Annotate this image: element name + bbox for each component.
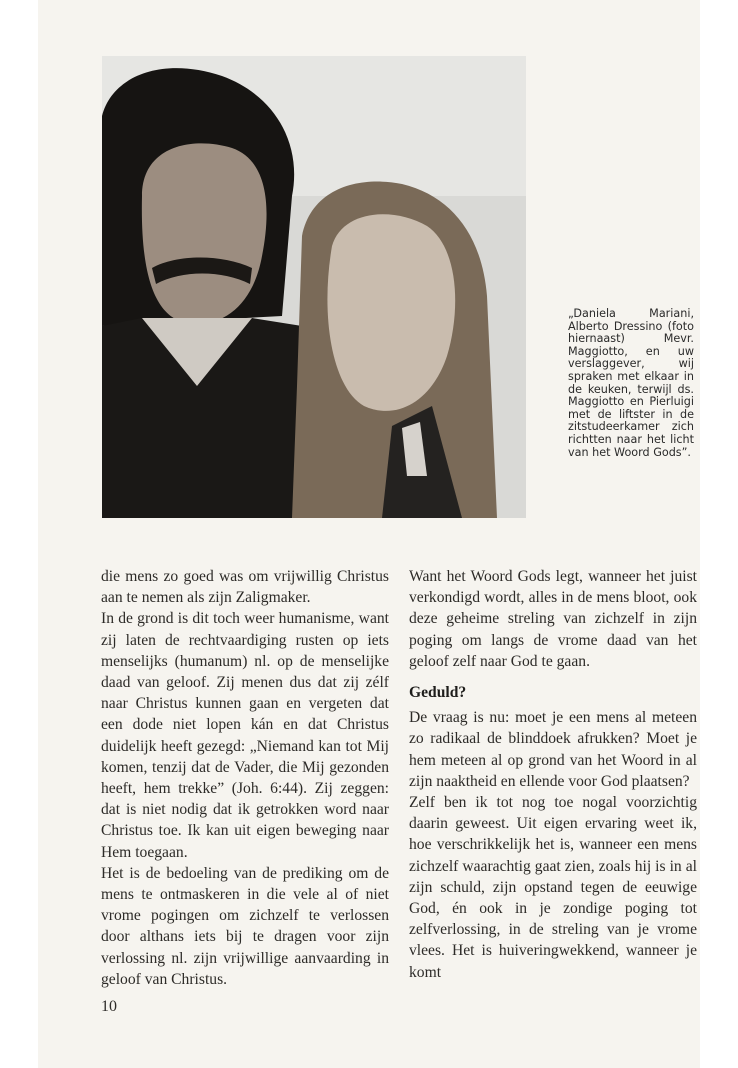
right-paragraph-3: Zelf ben ik tot nog toe nogal voorzichtig daarin geweest. Uit eigen ervaring weet ik, hoe verschrikkelijk het is, wanneer een mens zichzelf waarachtig gaat zien, zoals hij is in al zijn schuld, zijn opstand tegen de eeuwige God, én ook in je zondige poging tot zelfverlossing, in de streling van je vrome vlees. Het is huiveringwekkend, wanneer je komt	[409, 794, 697, 981]
left-paragraph-1: die mens zo goed was om vrijwillig Christus aan te nemen als zijn Zaligmaker.	[101, 568, 389, 607]
couple-portrait-icon	[102, 56, 526, 518]
section-heading: Geduld?	[409, 684, 467, 702]
page-number: 10	[101, 998, 117, 1015]
couple-photo	[102, 56, 526, 518]
left-column	[101, 566, 389, 990]
left-paragraph-2: In de grond is dit toch weer humanisme, want zij laten de rechtvaardiging rusten op iets menselijks (humanum) nl. op de menselijke daad van geloof. Zij menen dus dat zij zélf naar Christus kunnen gaan en vergeten dat een dode niet lopen kán en dat Christus duidelijk heeft gezegd: „Niemand kan tot Mij komen, tenzij dat de Vader, die Mij gezonden heeft, hem trekke” (Joh. 6:44). Zij zeggen: dat is niet nodig dat ik getrokken word naar Christus toe. Ik kan uit eigen beweging naar Hem toegaan.	[101, 610, 389, 861]
right-paragraph-1: Want het Woord Gods legt, wanneer het juist verkondigd wordt, alles in de mens bloot, ook deze geheime streling van zichzelf in zijn poging om langs de vrome daad van het geloof zelf naar God te gaan.	[409, 568, 697, 670]
left-paragraph-3: Het is de bedoeling van de prediking om de mens te ontmaskeren in die vele al of niet vrome pogingen om zichzelf te verlossen door althans iets bij te dragen voor zijn verlossing nl. zijn vrijwillige aanvaarding in geloof van Christus.	[101, 864, 389, 988]
photo-caption: „Daniela Mariani, Alberto Dressino (foto hiernaast) Mevr. Maggiotto, en uw verslaggever, wij spraken met elkaar in de keuken, terwijl ds. Maggiotto en Pierluigi met de liftster in de zitstudeerkamer zich richtten naar het licht van het Woord Gods”.	[568, 307, 694, 459]
right-paragraph-2: De vraag is nu: moet je een mens al meteen zo radikaal de blinddoek afrukken? Moet je hem meteen al op grond van het Woord in al zijn naaktheid en ellende voor God plaatsen?	[409, 709, 697, 790]
right-column	[409, 566, 697, 983]
